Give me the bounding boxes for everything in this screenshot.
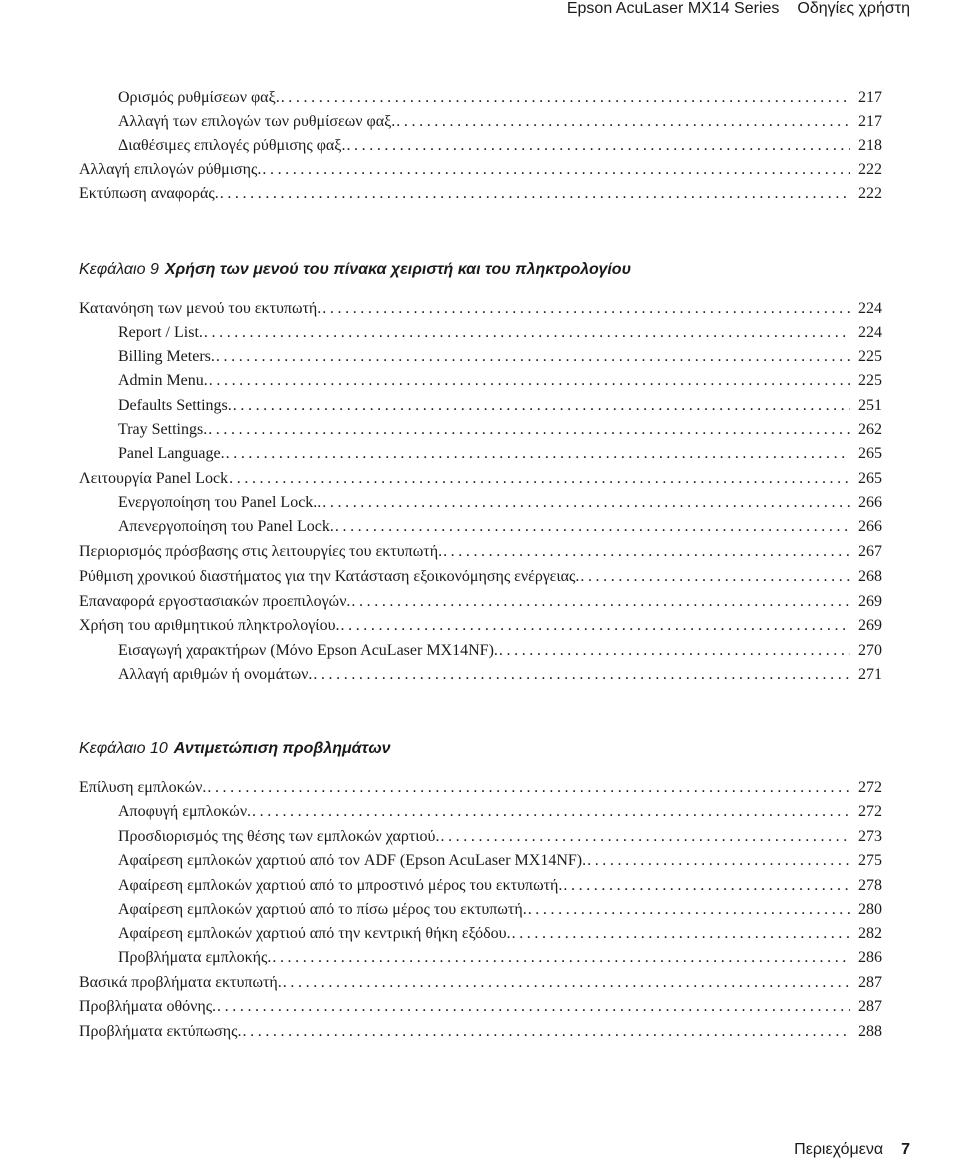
toc-entry[interactable] [79,1020,882,1044]
footer-section-name: Περιεχόμενα [794,1141,884,1158]
toc-entry-page: 267 [858,543,882,560]
dot-leader [252,800,850,824]
toc-entry-title: Billing Meters. [118,348,215,365]
toc-entry-page: 282 [858,925,882,942]
toc-entry[interactable] [79,590,882,614]
toc-entry-title: Απενεργοποίηση του Panel Lock. [118,518,334,535]
dot-leader [396,110,850,134]
toc-entry-page: 225 [858,348,882,365]
toc-entry-title: Προβλήματα εμπλοκής. [118,949,272,966]
dot-leader [229,467,850,491]
toc-entry-page: 272 [858,803,882,820]
toc-entry[interactable] [79,565,882,589]
toc-entry-title: Λειτουργία Panel Lock [79,470,229,487]
toc-entry-title: Αφαίρεση εμπλοκών χαρτιού από την κεντρική θήκη εξόδου. [118,925,511,942]
toc-entry[interactable] [118,515,882,539]
toc-entry-title: Περιορισμός πρόσβασης στις λειτουργίες του εκτυπωτή. [79,543,443,560]
toc-entry-title: Tray Settings. [118,421,208,438]
toc-entry-title: Αφαίρεση εμπλοκών χαρτιού από τον ADF (Epson AcuLaser MX14NF). [118,852,587,869]
toc-entry-page: 217 [858,113,882,130]
toc-entry-page: 269 [858,617,882,634]
toc-entry-page: 280 [858,901,882,918]
toc-entry-title: Ορισμός ρυθμίσεων φαξ. [118,89,280,106]
toc-entry-page: 268 [858,568,882,585]
toc-entry-title: Αλλαγή επιλογών ρύθμισης. [79,161,262,178]
dot-leader [313,663,850,687]
toc-entry-title: Εισαγωγή χαρακτήρων (Μόνο Epson AcuLaser MX14NF). [118,642,498,659]
toc-entry[interactable] [79,776,882,800]
toc-entry-page: 286 [858,949,882,966]
toc-entry-page: 222 [858,185,882,202]
dot-leader [226,442,850,466]
toc-entry[interactable] [118,442,882,466]
dot-leader [443,540,850,564]
dot-leader [207,776,850,800]
toc-entry[interactable] [118,418,882,442]
chapter-title: Χρήση των μενού του πίνακα χειριστή και του πληκτρολογίου [164,261,632,278]
dot-leader [512,922,850,946]
toc-entry[interactable] [118,394,882,418]
dot-leader [341,614,851,638]
toc-entry[interactable] [79,182,882,206]
toc-entry[interactable] [118,110,882,134]
toc-entry-title: Ρύθμιση χρονικού διαστήματος για την Κατάσταση εξοικονόμησης ενέργειας. [79,568,580,585]
toc-entry-title: Διαθέσιμες επιλογές ρύθμισης φαξ. [118,137,346,154]
running-header [0,0,910,24]
dot-leader [216,345,850,369]
toc-entry-title: Panel Language. [118,445,225,462]
toc-entry-page: 288 [858,1023,882,1040]
toc-entry[interactable] [79,614,882,638]
dot-leader [587,849,850,873]
toc-entry-page: 251 [858,397,882,414]
toc-entry[interactable] [118,369,882,393]
toc-entry[interactable] [118,825,882,849]
toc-entry-page: 270 [858,642,882,659]
dot-leader [208,418,850,442]
toc-entry-page: 275 [858,852,882,869]
dot-leader [281,86,850,110]
toc-entry-title: Κατανόηση των μενού του εκτυπωτή. [79,300,322,317]
dot-leader [351,590,850,614]
toc-entry[interactable] [118,946,882,970]
toc-entry[interactable] [118,134,882,158]
toc-entry-page: 272 [858,779,882,796]
toc-entry-page: 265 [858,470,882,487]
dot-leader [283,971,850,995]
toc-entry-page: 287 [858,974,882,991]
toc-entry-title: Προβλήματα οθόνης. [79,998,217,1015]
toc-entry-title: Αλλαγή αριθμών ή ονομάτων. [118,666,313,683]
toc-entry[interactable] [118,86,882,110]
toc-entry-title: Εκτύπωση αναφοράς. [79,185,219,202]
toc-entry-page: 269 [858,593,882,610]
toc-entry-title: Αφαίρεση εμπλοκών χαρτιού από το μπροστινό μέρος του εκτυπωτή. [118,877,563,894]
toc-entry-page: 266 [858,494,882,511]
dot-leader [499,639,850,663]
header-guide-title: Οδηγίες χρήστη [797,0,910,17]
toc-entry-page: 266 [858,518,882,535]
toc-entry-title: Χρήση του αριθμητικού πληκτρολογίου. [79,617,340,634]
dot-leader [322,297,850,321]
toc-entry-page: 222 [858,161,882,178]
toc-entry-title: Admin Menu. [118,372,208,389]
chapter-heading[interactable] [79,736,391,762]
toc-entry-page: 224 [858,324,882,341]
footer-page-number: 7 [901,1141,910,1158]
dot-leader [243,1020,850,1044]
toc-entry[interactable] [118,321,882,345]
toc-entry[interactable] [79,158,882,182]
dot-leader [440,825,850,849]
dot-leader [233,394,850,418]
dot-leader [580,565,850,589]
toc-entry-page: 273 [858,828,882,845]
toc-entry-page: 265 [858,445,882,462]
toc-entry[interactable] [79,297,882,321]
toc-entry-title: Επαναφορά εργοστασιακών προεπιλογών. [79,593,351,610]
toc-entry-title: Αφαίρεση εμπλοκών χαρτιού από το πίσω μέρος του εκτυπωτή. [118,901,527,918]
toc-entry-title: Ενεργοποίηση του Panel Lock.. [118,494,322,511]
toc-entry[interactable] [79,467,882,491]
toc-entry-title: Επίλυση εμπλοκών. [79,779,207,796]
chapter-label: Κεφάλαιο 10 [79,740,168,757]
dot-leader [209,369,850,393]
header-product-name: Epson AcuLaser MX14 Series [566,0,780,17]
chapter-label: Κεφάλαιο 9 [79,261,159,278]
toc-entry-page: 271 [858,666,882,683]
chapter-title: Αντιμετώπιση προβλημάτων [173,740,391,757]
toc-entry[interactable] [79,540,882,564]
toc-entry[interactable] [79,971,882,995]
toc-entry-page: 225 [858,372,882,389]
toc-entry[interactable] [118,874,882,898]
toc-entry-title: Defaults Settings. [118,397,232,414]
dot-leader [204,321,850,345]
dot-leader [220,182,850,206]
toc-entry[interactable] [118,345,882,369]
toc-entry-page: 218 [858,137,882,154]
toc-entry[interactable] [118,922,882,946]
toc-entry-title: Προσδιορισμός της θέσης των εμπλοκών χαρτιού. [118,828,440,845]
toc-entry-title: Προβλήματα εκτύπωσης. [79,1023,242,1040]
toc-entry-title: Αλλαγή των επιλογών των ρυθμίσεων φαξ. [118,113,396,130]
toc-entry[interactable] [118,491,882,515]
dot-leader [563,874,850,898]
dot-leader [217,995,850,1019]
toc-entry-page: 224 [858,300,882,317]
toc-entry[interactable] [118,639,882,663]
toc-entry-title: Report / List. [118,324,203,341]
page-footer [794,1141,910,1165]
dot-leader [272,946,850,970]
dot-leader [346,134,850,158]
dot-leader [335,515,850,539]
chapter-heading[interactable] [79,257,631,283]
toc-entry[interactable] [118,849,882,873]
toc-entry-page: 217 [858,89,882,106]
dot-leader [262,158,850,182]
toc-entry[interactable] [118,663,882,687]
toc-entry-page: 278 [858,877,882,894]
toc-entry-page: 287 [858,998,882,1015]
toc-entry[interactable] [79,995,882,1019]
toc-entry-title: Αποφυγή εμπλοκών. [118,803,252,820]
toc-entry-page: 262 [858,421,882,438]
dot-leader [528,898,850,922]
toc-entry[interactable] [118,800,882,824]
toc-entry-title: Βασικά προβλήματα εκτυπωτή. [79,974,282,991]
toc-entry[interactable] [118,898,882,922]
dot-leader [322,491,850,515]
